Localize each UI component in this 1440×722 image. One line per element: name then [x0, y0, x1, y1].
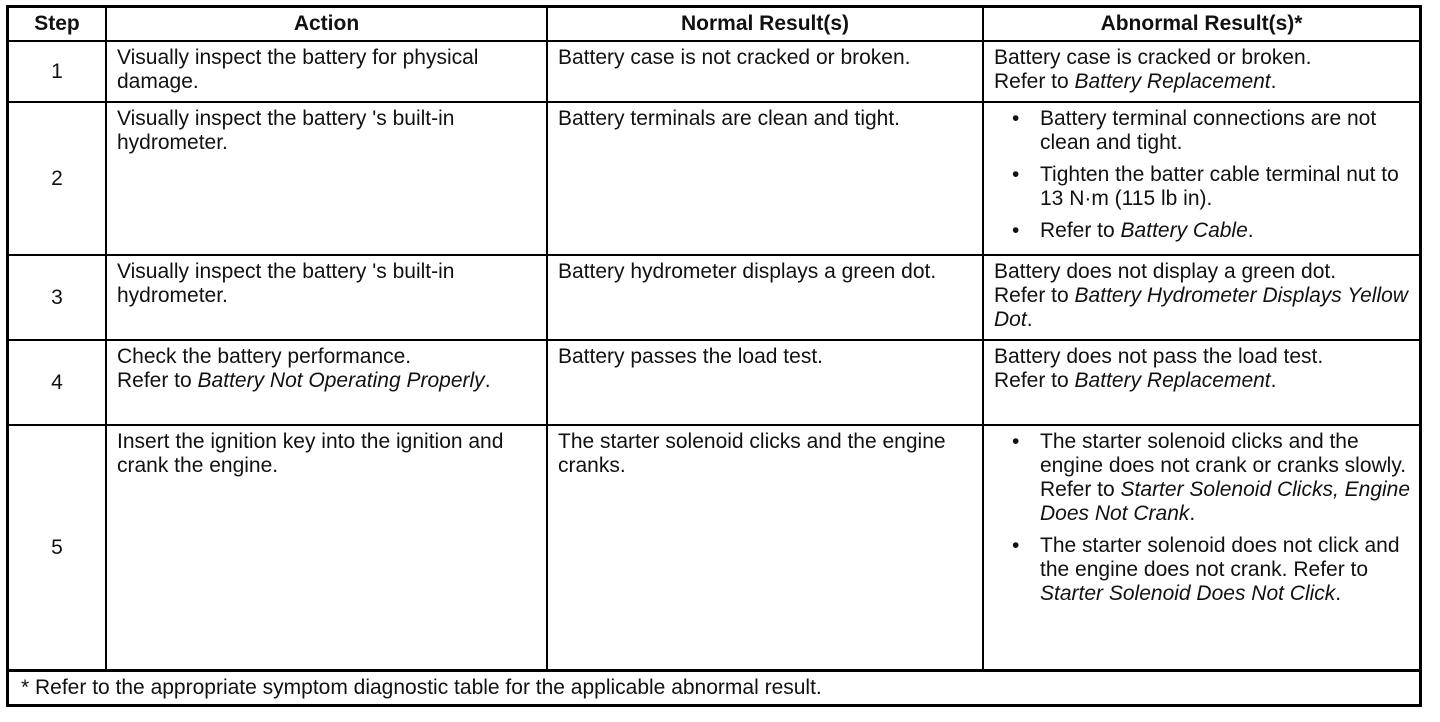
- abnormal-result-cell: [983, 102, 1419, 255]
- normal-result-cell: Battery case is not cracked or broken.: [547, 41, 983, 102]
- header-action: Action: [106, 8, 547, 41]
- step-number: 5: [9, 425, 106, 671]
- table-row-step-3: [9, 255, 1419, 340]
- table-row-step-1: [9, 41, 1419, 102]
- table-row-step-2: [9, 102, 1419, 255]
- header-abnormal-results: Abnormal Result(s)*: [983, 8, 1419, 41]
- action-cell: [106, 340, 547, 425]
- period: .: [1335, 582, 1342, 605]
- abnormal-result-cell: [983, 340, 1419, 425]
- reference-link: Battery Not Operating Properly: [197, 369, 485, 392]
- reference-link: Starter Solenoid Does Not Click: [1040, 582, 1336, 605]
- action-text: Check the battery performance.: [117, 345, 412, 368]
- reference-link: Starter Solenoid Clicks, Engine Does Not Crank: [1040, 478, 1411, 525]
- abnormal-text: Battery does not pass the load test.: [994, 345, 1324, 368]
- reference-link: Battery Replacement: [1074, 369, 1271, 392]
- bullet-item: [1008, 219, 1411, 243]
- action-cell: Insert the ignition key into the ignition and crank the engine.: [106, 425, 547, 671]
- action-cell: Visually inspect the battery 's built-in hydrometer.: [106, 102, 547, 255]
- diagnostic-table: [9, 8, 1419, 672]
- diagnostic-table-frame: [6, 5, 1422, 707]
- refer-prefix: Refer to: [117, 369, 198, 392]
- abnormal-result-cell: [983, 41, 1419, 102]
- reference-link: Battery Replacement: [1074, 70, 1271, 93]
- period: .: [484, 369, 491, 392]
- period: .: [1270, 369, 1277, 392]
- bullet-item: [1008, 430, 1411, 526]
- abnormal-result-cell: [983, 255, 1419, 340]
- header-normal-results: Normal Result(s): [547, 8, 983, 41]
- refer-prefix: Refer to: [994, 70, 1075, 93]
- refer-prefix: Refer to: [994, 369, 1075, 392]
- period: .: [1270, 70, 1277, 93]
- bullet-item: [1008, 534, 1411, 606]
- normal-result-cell: Battery terminals are clean and tight.: [547, 102, 983, 255]
- table-row-step-4: [9, 340, 1419, 425]
- abnormal-bullet-list: [994, 430, 1411, 606]
- reference-link: Battery Cable: [1120, 219, 1248, 242]
- abnormal-text: Battery case is cracked or broken.: [994, 46, 1312, 69]
- step-number: 3: [9, 255, 106, 340]
- table-footnote: * Refer to the appropriate symptom diagnostic table for the applicable abnormal result.: [9, 669, 1419, 704]
- normal-result-cell: Battery passes the load test.: [547, 340, 983, 425]
- period: .: [1247, 219, 1254, 242]
- header-step: Step: [9, 8, 106, 41]
- refer-prefix: Refer to: [1040, 219, 1121, 242]
- abnormal-result-cell: [983, 425, 1419, 671]
- period: .: [1026, 308, 1033, 331]
- refer-prefix: Refer to: [994, 284, 1075, 307]
- bullet-text: The starter solenoid clicks and the engine does not crank or cranks slowly. Refer to: [1040, 430, 1407, 501]
- action-cell: Visually inspect the battery for physical damage.: [106, 41, 547, 102]
- abnormal-text: Battery does not display a green dot.: [994, 260, 1337, 283]
- action-cell: Visually inspect the battery 's built-in hydrometer.: [106, 255, 547, 340]
- bullet-text: The starter solenoid does not click and the engine does not crank. Refer to: [1040, 534, 1400, 581]
- header-row: [9, 8, 1419, 41]
- period: .: [1189, 502, 1196, 525]
- reference-link: Battery Hydrometer Displays Yellow Dot: [994, 284, 1408, 331]
- table-row-step-5: [9, 425, 1419, 671]
- normal-result-cell: The starter solenoid clicks and the engine cranks.: [547, 425, 983, 671]
- bullet-item: • Battery terminal connections are not clean and tight.: [1008, 107, 1411, 155]
- step-number: 4: [9, 340, 106, 425]
- bullet-item: • Tighten the batter cable terminal nut to 13 N·m (115 lb in).: [1008, 163, 1411, 211]
- normal-result-cell: Battery hydrometer displays a green dot.: [547, 255, 983, 340]
- step-number: 1: [9, 41, 106, 102]
- step-number: 2: [9, 102, 106, 255]
- abnormal-bullet-list: [994, 107, 1411, 243]
